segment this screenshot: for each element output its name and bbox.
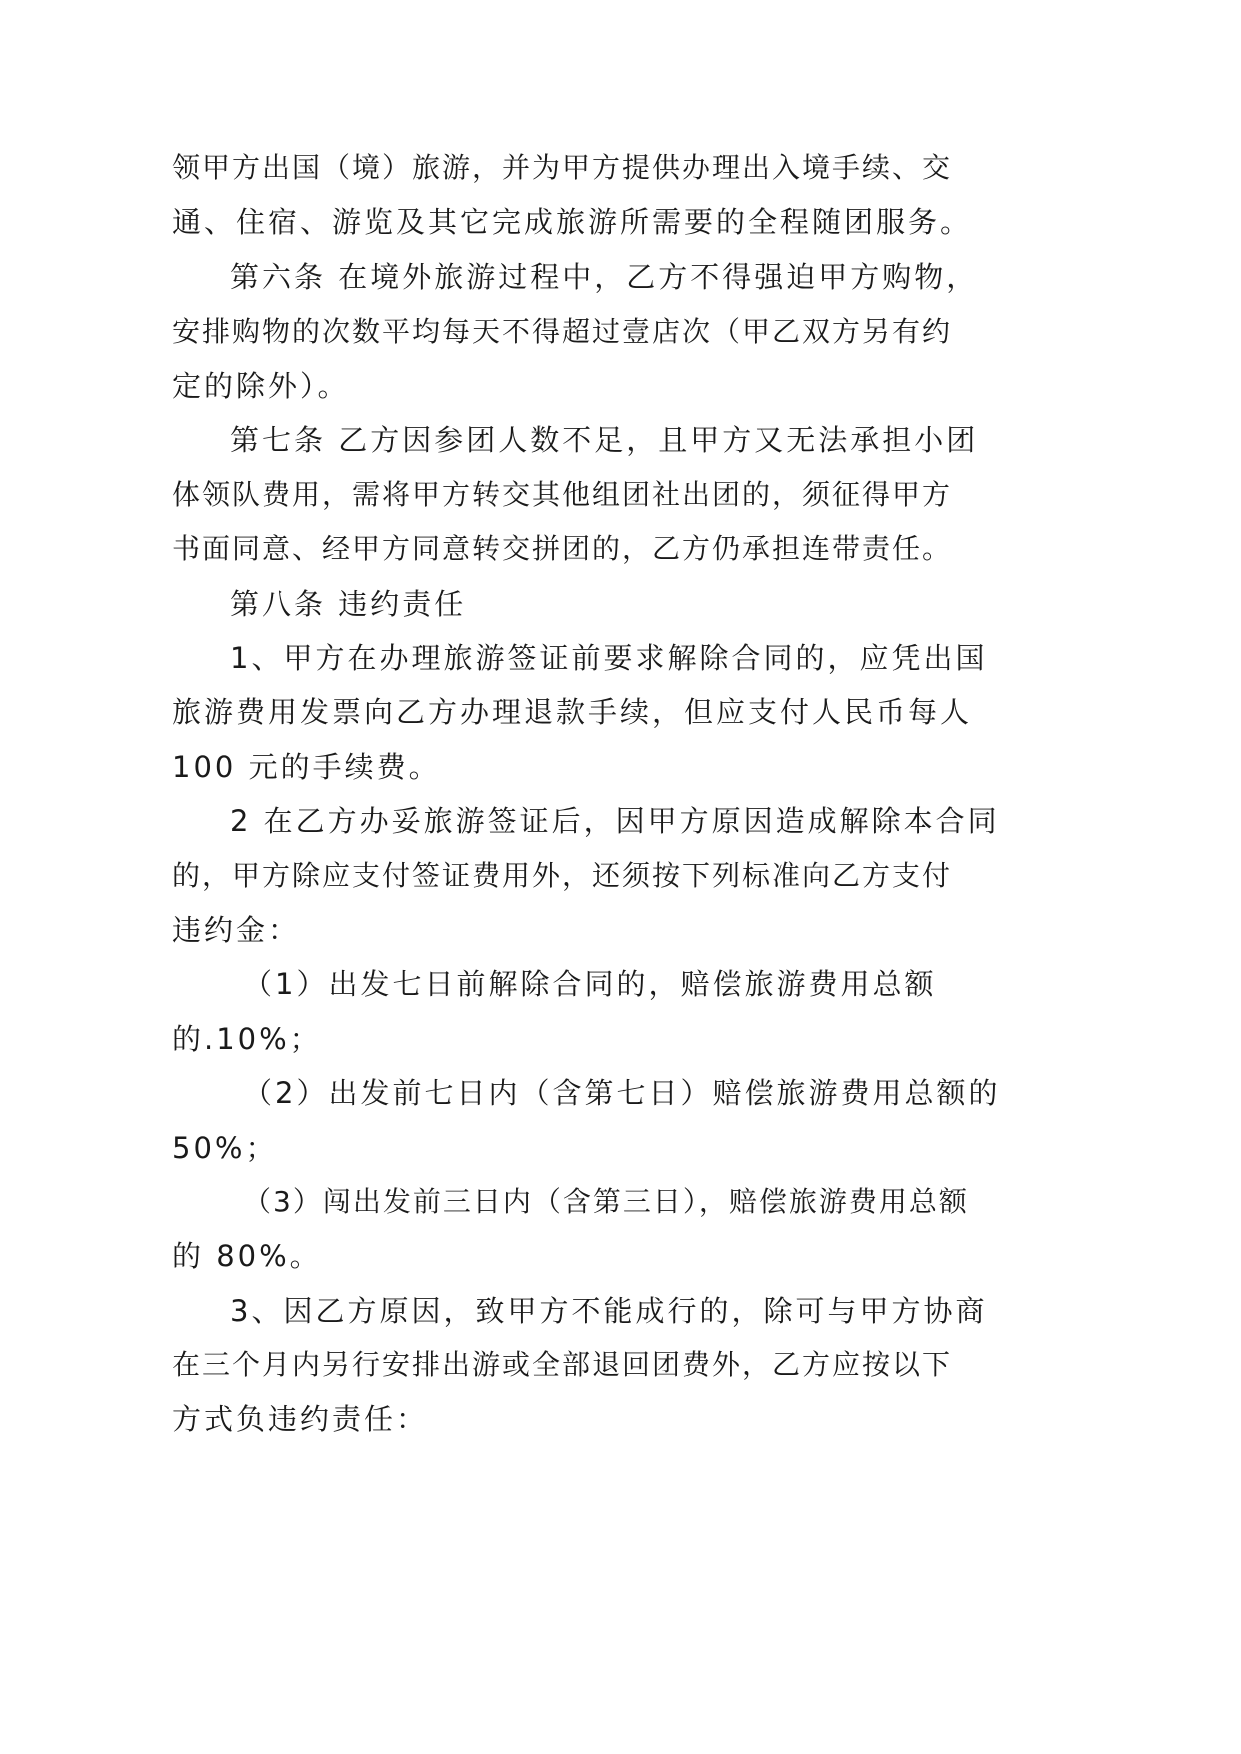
text-line: 旅游费用发票向乙方办理退款手续，但应支付人民币每人 [172,695,973,729]
text-line: 安排购物的次数平均每天不得超过壹店次（甲乙双方另有约 [172,315,953,348]
article-7-heading-line: 第七条 乙方因参团人数不足，且甲方又无法承担小团 [230,423,979,457]
sub-item-1-line: （1）出发七日前解除合同的，赔偿旅游费用总额 [243,967,937,1001]
clause-1-line: 1、甲方在办理旅游签证前要求解除合同的，应凭出国 [230,641,988,675]
text-line: 方式负违约责任： [172,1402,429,1436]
article-6-heading-line: 第六条 在境外旅游过程中，乙方不得强迫甲方购物， [230,260,979,294]
sub-item-2-line: （2）出发前七日内（含第七日）赔偿旅游费用总额的 [243,1076,1001,1110]
text-line: 书面同意、经甲方同意转交拼团的，乙方仍承担连带责任。 [172,532,953,565]
text-line: 的，甲方除应支付签证费用外，还须按下列标准向乙方支付 [172,859,953,892]
text-line: 定的除外）。 [172,369,350,403]
text-line: 通、住宿、游览及其它完成旅游所需要的全程随团服务。 [172,205,973,239]
text-line: 的.10%； [172,1022,322,1056]
text-line: 在三个月内另行安排出游或全部退回团费外，乙方应按以下 [172,1348,953,1381]
text-line: 的 80%。 [172,1239,322,1273]
article-8-heading: 第八条 违约责任 [230,587,467,621]
text-line: 体领队费用，需将甲方转交其他组团社出团的，须征得甲方 [172,478,953,511]
text-line: 领甲方出国（境）旅游，并为甲方提供办理出入境手续、交 [172,151,953,184]
sub-item-3-line: （3）闯出发前三日内（含第三日），赔偿旅游费用总额 [243,1185,969,1218]
clause-2-line: 2 在乙方办妥旅游签证后，因甲方原因造成解除本合同 [230,804,1000,838]
clause-3-line: 3、因乙方原因，致甲方不能成行的，除可与甲方协商 [230,1294,988,1328]
text-line: 50%； [172,1131,278,1165]
text-line: 违约金： [172,913,301,947]
text-line: 100 元的手续费。 [172,750,441,784]
